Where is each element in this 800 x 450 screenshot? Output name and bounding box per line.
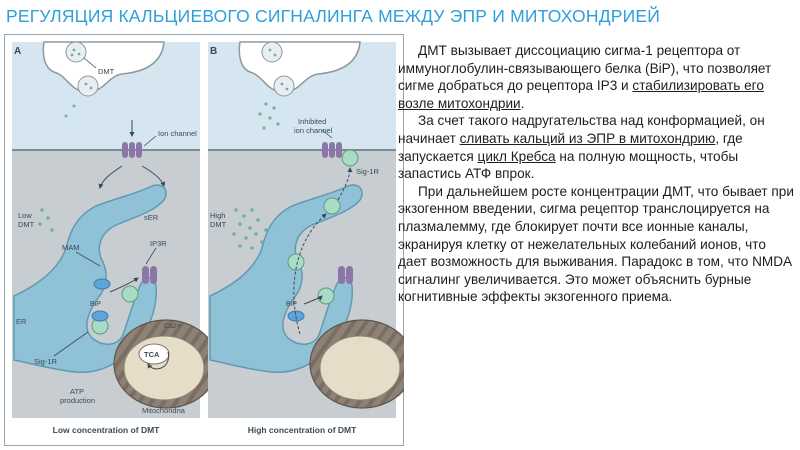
dmt-particle <box>264 228 268 232</box>
er-label: ER <box>16 317 27 326</box>
dmt-particle <box>238 222 242 226</box>
dmt-particle <box>254 232 258 236</box>
description-text <box>398 42 796 306</box>
underlined-phrase: цикл Кребса <box>477 148 556 164</box>
diagram-figure <box>4 34 404 446</box>
ca-label: Ca2+ <box>164 323 181 330</box>
dmt-particle <box>234 208 238 212</box>
panel-a-sig1r-upper <box>122 286 138 302</box>
dmt-particle <box>286 88 289 91</box>
dmt-particle <box>264 102 267 105</box>
dmt-particle <box>85 83 88 86</box>
dmt-particle <box>269 49 272 52</box>
panel-b-caption: High concentration of DMT <box>247 425 357 435</box>
panel-b-letter: B <box>210 46 218 57</box>
panel-b-sig1r-upper <box>324 198 340 214</box>
dmt-particle <box>242 214 246 218</box>
mitochondria-label: Mitochondria <box>142 406 185 415</box>
dmt-particle <box>73 49 76 52</box>
page-title: РЕГУЛЯЦИЯ КАЛЬЦИЕВОГО СИГНАЛИНГА МЕЖДУ ЭПР И МИТОХОНДРИЕЙ <box>6 6 661 26</box>
dmt-particle <box>262 126 265 129</box>
panel-b-inhibited-ion-channel <box>322 142 342 158</box>
tca-label: TCA <box>144 350 160 359</box>
dmt-particle <box>40 208 44 212</box>
panel-b-sig1r-lower <box>318 288 334 304</box>
inhibited-label-line-1: Inhibited <box>298 117 327 126</box>
atp-label-line-2: production <box>60 396 96 405</box>
panel-a-letter: A <box>14 46 22 57</box>
panel-a-ion-channel <box>122 142 142 158</box>
panel-a-vesicle <box>78 76 98 96</box>
dmt-particle <box>248 226 252 230</box>
panel-a-mito-matrix <box>124 336 204 400</box>
dmt-particle <box>46 216 50 220</box>
dmt-label: DMT <box>98 67 115 76</box>
paragraph-1: ДМТ вызывает диссоциацию сигма-1 рецептора от иммуноглобулин-связывающего белка (BiP), что позволяет сигме добраться до рецептора IP3 и стабилизировать его возле митохондрии. <box>398 43 772 111</box>
inhibited-label-line-2: ion channel <box>294 126 333 135</box>
dmt-particle <box>258 112 261 115</box>
ip3r-label: IP3R <box>150 239 167 248</box>
dmt-particle <box>50 228 54 232</box>
panel-b-vesicle <box>274 76 294 96</box>
panel-a-bip <box>92 311 108 321</box>
dmt-particle <box>256 218 260 222</box>
panel-b <box>208 42 404 418</box>
dmt-particle <box>274 54 277 57</box>
dmt-particle <box>276 122 279 125</box>
calcium-signaling-diagram <box>4 34 404 446</box>
mam-label: MAM <box>62 243 80 252</box>
dmt-particle <box>73 105 76 108</box>
low-dmt-label-line-1: Low <box>18 211 32 220</box>
dmt-particle <box>250 246 254 250</box>
dmt-particle <box>78 53 81 56</box>
dmt-particle <box>71 54 74 57</box>
dmt-particle <box>65 115 68 118</box>
panel-b-vesicle <box>262 42 282 62</box>
dmt-particle <box>232 232 236 236</box>
underlined-phrase: стабилизировать его возле митохондрии <box>398 78 764 111</box>
dmt-particle <box>90 87 93 90</box>
panel-a-vesicle <box>66 42 86 62</box>
bip-label: BiP <box>90 301 101 308</box>
ser-label: sER <box>144 213 159 222</box>
dmt-particle <box>250 208 254 212</box>
panel-b-sig1r-label: Sig-1R <box>356 167 379 176</box>
panel-b-bip-label: BiP <box>286 301 297 308</box>
paragraph-3: При дальнейшем росте концентрации ДМТ, что бывает при экзогенном введении, сигма рецептор транслоцируется на плазмалемму, где блокирует почти все ионные каналы, экранируя клетку от нежелательных колебаний ионов, что дает возможность для выживания. Парадокс в том, что NMDA сигналинг увеличивается. Это может объяснить бурные когнитивные эффекты экзогенного приема. <box>398 183 794 305</box>
sig1r-label: Sig-1R <box>34 357 57 366</box>
underlined-phrase: сливать кальций из ЭПР в митохондрию <box>459 130 716 146</box>
dmt-particle <box>260 240 264 244</box>
ion-channel-label: Ion channel <box>158 129 197 138</box>
paragraph-2: За счет такого надругательства над конформацией, он начинает сливать кальций из ЭПР в митохондрию, где запускается цикл Кребса на полную мощность, чтобы запастись АТФ впрок. <box>398 113 765 182</box>
high-dmt-label-line-1: High <box>210 211 226 220</box>
panel-b-sig1r-membrane <box>342 150 358 166</box>
atp-label-line-1: ATP <box>70 387 85 396</box>
panel-b-mito-matrix <box>320 336 400 400</box>
low-dmt-label-line-2: DMT <box>18 220 35 229</box>
panel-a-bip-upper <box>94 279 110 289</box>
dmt-particle <box>281 83 284 86</box>
dmt-particle <box>38 222 42 226</box>
dmt-particle <box>268 116 271 119</box>
dmt-particle <box>272 106 275 109</box>
dmt-particle <box>244 236 248 240</box>
panel-a-caption: Low concentration of DMT <box>52 425 160 435</box>
high-dmt-label-line-2: DMT <box>210 220 227 229</box>
dmt-particle <box>238 244 242 248</box>
